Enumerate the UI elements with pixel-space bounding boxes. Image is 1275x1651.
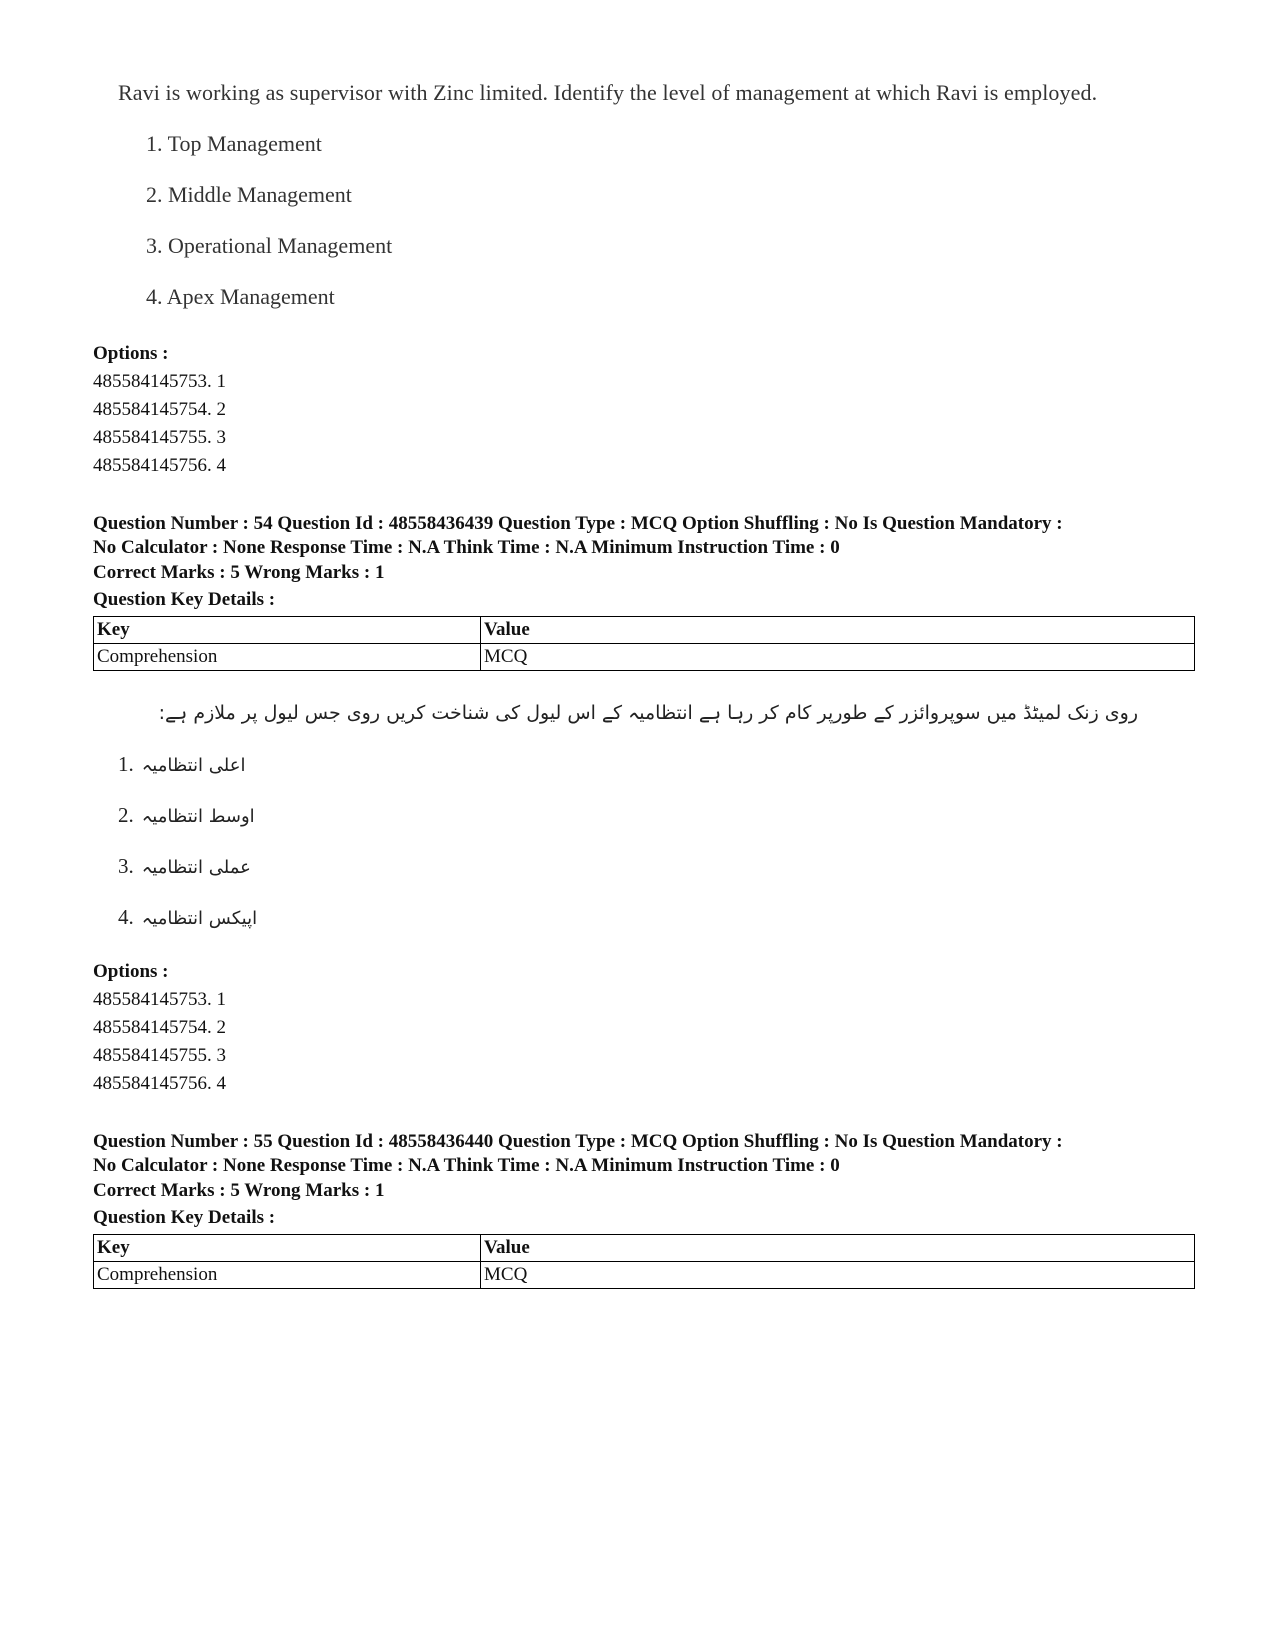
question-55-meta — [93, 1130, 1193, 1178]
choice-number: 2. — [118, 803, 134, 827]
option-item: 485584145756. 4 — [93, 455, 226, 476]
question-text: Ravi is working as supervisor with Zinc limited. Identify the level of management at which Ravi is employed. — [118, 80, 1098, 105]
header-value: Value — [481, 1235, 1195, 1262]
options-list-53 — [93, 340, 226, 480]
choice-number: 3. — [118, 854, 134, 878]
choice-number: 1. — [118, 752, 134, 776]
header-key: Key — [94, 1235, 481, 1262]
question-text: روی زنک لمیٹڈ میں سوپروائزر کے طورپر کام کر رہا ہے انتظامیہ کے اس لیول کی شناخت کریں روی جس لیول پر ملازم ہے: — [158, 702, 1138, 724]
choice-text: اپیکس انتظامیہ — [141, 908, 258, 929]
key-details-label-55: Question Key Details : — [93, 1207, 276, 1228]
key-details-label-54: Question Key Details : — [93, 589, 276, 610]
choice-3: 3. Operational Management — [146, 233, 393, 258]
option-item: 485584145754. 2 — [93, 1017, 226, 1038]
table-row — [94, 1262, 1195, 1289]
cell-value: MCQ — [481, 1262, 1195, 1289]
key-details-table-54 — [93, 616, 1195, 671]
option-item: 485584145755. 3 — [93, 1045, 226, 1066]
choice-1: 1. Top Management — [146, 131, 322, 156]
question-54-meta — [93, 512, 1193, 560]
meta-line-1: Question Number : 54 Question Id : 48558436439 Question Type : MCQ Option Shuffling : No Is Question Mandatory : — [93, 513, 1063, 534]
meta-line-1: Question Number : 55 Question Id : 48558436440 Question Type : MCQ Option Shuffling : No Is Question Mandatory : — [93, 1131, 1063, 1152]
choice-2 — [118, 801, 255, 831]
meta-line-2: No Calculator : None Response Time : N.A Think Time : N.A Minimum Instruction Time : 0 — [93, 537, 840, 558]
table-header-row — [94, 617, 1195, 644]
choice-4 — [118, 903, 257, 933]
marks-54: Correct Marks : 5 Wrong Marks : 1 — [93, 562, 385, 583]
choice-text: اعلی انتظامیہ — [141, 755, 246, 776]
choice-text: عملی انتظامیہ — [141, 857, 251, 878]
header-key: Key — [94, 617, 481, 644]
meta-line-2: No Calculator : None Response Time : N.A Think Time : N.A Minimum Instruction Time : 0 — [93, 1155, 840, 1176]
choice-text: اوسط انتظامیہ — [141, 806, 255, 827]
choice-2: 2. Middle Management — [146, 182, 352, 207]
cell-value: MCQ — [481, 644, 1195, 671]
options-label: Options : — [93, 961, 169, 982]
header-value: Value — [481, 617, 1195, 644]
cell-key: Comprehension — [94, 1262, 481, 1289]
cell-key: Comprehension — [94, 644, 481, 671]
table-row — [94, 644, 1195, 671]
option-item: 485584145753. 1 — [93, 371, 226, 392]
option-item: 485584145755. 3 — [93, 427, 226, 448]
table-header-row — [94, 1235, 1195, 1262]
question-53-english — [118, 78, 1198, 309]
marks-55: Correct Marks : 5 Wrong Marks : 1 — [93, 1180, 385, 1201]
choice-3 — [118, 852, 251, 882]
options-label: Options : — [93, 343, 169, 364]
option-item: 485584145753. 1 — [93, 989, 226, 1010]
option-item: 485584145754. 2 — [93, 399, 226, 420]
choice-number: 4. — [118, 905, 134, 929]
options-list-54 — [93, 958, 226, 1098]
choice-1 — [118, 750, 246, 780]
question-54-urdu — [108, 698, 1148, 929]
key-details-table-55 — [93, 1234, 1195, 1289]
choice-4: 4. Apex Management — [146, 284, 335, 309]
option-item: 485584145756. 4 — [93, 1073, 226, 1094]
